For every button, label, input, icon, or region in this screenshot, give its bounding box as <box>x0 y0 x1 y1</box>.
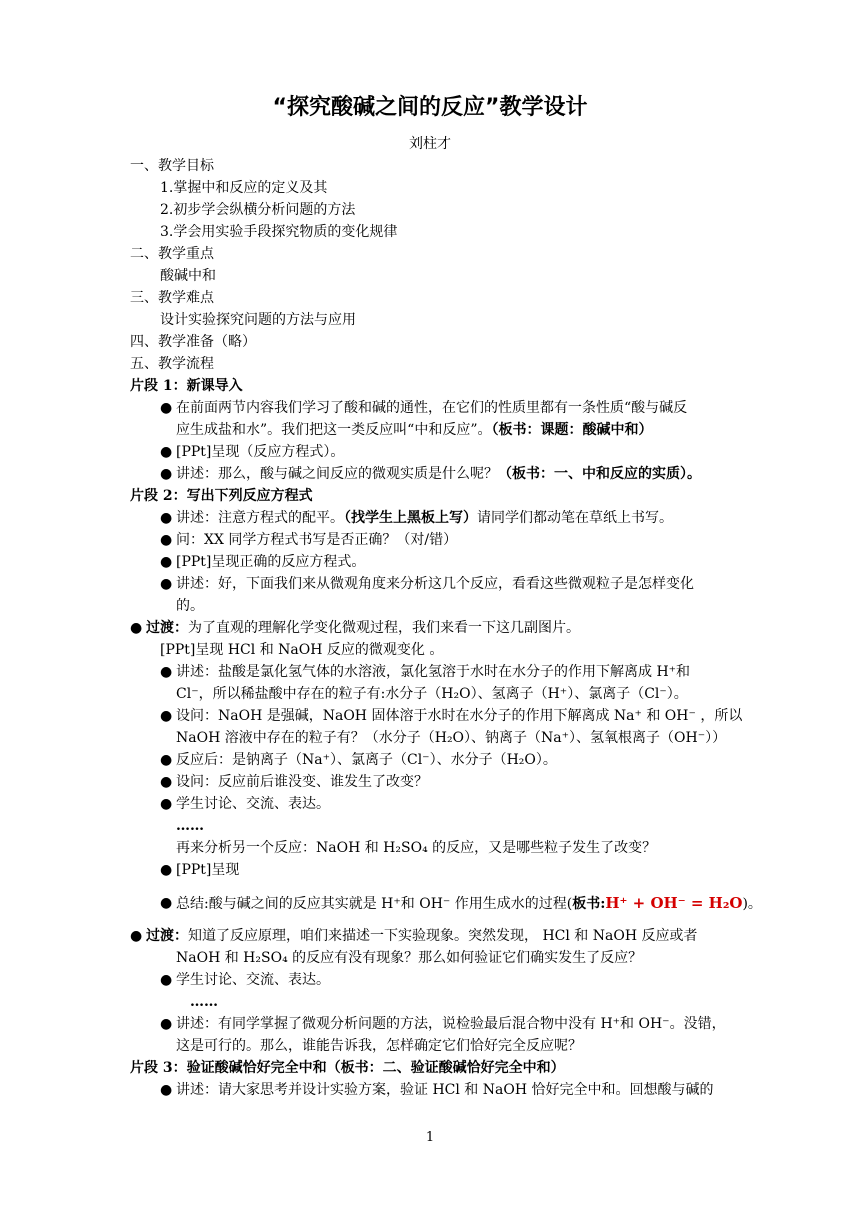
difficulty-text: 设计实验探究问题的方法与应用 <box>160 312 356 328</box>
section-heading-difficulty: 三、教学难点 <box>130 290 214 306</box>
page-number: 1 <box>425 1130 435 1145</box>
bullet-icon: ● <box>160 774 173 790</box>
author-name: 刘柱才 <box>409 136 451 152</box>
paragraph-text: 应生成盐和水”。我们把这一类反应叫“中和反应”。 <box>176 422 492 438</box>
bullet-icon: ● <box>160 895 173 911</box>
segment-1-heading: 片段 1：新课导入 <box>130 378 243 394</box>
bullet-icon: ● <box>160 972 173 988</box>
paragraph-line: [PPt]呈现（反应方程式）。 <box>176 444 345 460</box>
board-note: 板书: <box>572 896 606 912</box>
paragraph-text: 讲述：注意方程式的配平。 <box>176 510 344 526</box>
objective-item-1: 1.掌握中和反应的定义及其 <box>160 180 328 196</box>
transition-label: 过渡： <box>146 928 188 944</box>
paragraph-line: 再来分析另一个反应：NaOH 和 H₂SO₄ 的反应，又是哪些粒子发生了改变？ <box>176 840 657 856</box>
paragraph-line: 学生讨论、交流、表达。 <box>176 972 330 988</box>
paragraph-line: 的。 <box>176 598 204 614</box>
bullet-icon: ● <box>130 928 143 944</box>
bullet-icon: ● <box>160 576 173 592</box>
ellipsis: …… <box>190 994 218 1010</box>
bullet-icon: ● <box>160 1082 173 1098</box>
focus-text: 酸碱中和 <box>160 268 216 284</box>
section-heading-process: 五、教学流程 <box>130 356 214 372</box>
paragraph-line: Cl⁻，所以稀盐酸中存在的粒子有:水分子（H₂O）、氢离子（H⁺）、氯离子（Cl⁻）。 <box>176 686 688 702</box>
bullet-icon: ● <box>160 1016 173 1032</box>
board-note: （板书：一、中和反应的实质）。 <box>498 466 701 482</box>
paragraph-line <box>176 419 652 441</box>
transition-label: 过渡： <box>146 620 188 636</box>
equation: H⁺ + OH⁻ = H₂O <box>605 894 743 912</box>
paragraph-line: 这是可行的。那么，谁能告诉我，怎样确定它们恰好完全反应呢？ <box>176 1038 582 1054</box>
paragraph-text: )。 <box>742 896 762 912</box>
paragraph-line: 设问：NaOH 是强碱，NaOH 固体溶于水时在水分子的作用下解离成 Na⁺ 和 OH⁻ ，所以 <box>176 708 743 724</box>
paragraph-line: 讲述：盐酸是氯化氢气体的水溶液，氯化氢溶于水时在水分子的作用下解离成 H⁺和 <box>176 664 691 680</box>
paragraph-line: [PPt]呈现正确的反应方程式。 <box>176 554 366 570</box>
paragraph-line <box>176 507 673 529</box>
board-note: （找学生上黑板上写） <box>344 510 477 526</box>
paragraph-line: 学生讨论、交流、表达。 <box>176 796 330 812</box>
board-note: （板书：课题：酸碱中和） <box>491 422 653 438</box>
paragraph-line: [PPt]呈现 <box>176 862 240 878</box>
paragraph-line <box>176 892 762 915</box>
paragraph-line: 讲述：请大家思考并设计实验方案，验证 HCl 和 NaOH 恰好完全中和。回想酸与碱的 <box>176 1082 714 1098</box>
paragraph-line: 问：XX 同学方程式书写是否正确？（对/错） <box>176 532 458 548</box>
paragraph-line: 设问：反应前后谁没变、谁发生了改变？ <box>176 774 428 790</box>
section-heading-focus: 二、教学重点 <box>130 246 214 262</box>
paragraph-text: 为了直观的理解化学变化微观过程，我们来看一下这几副图片。 <box>188 620 580 636</box>
paragraph-line: 讲述：有同学掌握了微观分析问题的方法，说检验最后混合物中没有 H⁺和 OH⁻。没错， <box>176 1016 726 1032</box>
bullet-icon: ● <box>160 752 173 768</box>
paragraph-text: 请同学们都动笔在草纸上书写。 <box>477 510 673 526</box>
bullet-icon: ● <box>160 708 173 724</box>
bullet-icon: ● <box>160 664 173 680</box>
objective-item-2: 2.初步学会纵横分析问题的方法 <box>160 202 356 218</box>
paragraph-line <box>146 925 697 947</box>
bullet-icon: ● <box>160 862 173 878</box>
segment-2-heading: 片段 2：写出下列反应方程式 <box>130 488 313 504</box>
bullet-icon: ● <box>160 532 173 548</box>
paragraph-line: [PPt]呈现 HCl 和 NaOH 反应的微观变化 。 <box>160 642 444 658</box>
bullet-icon: ● <box>160 510 173 526</box>
bullet-icon: ● <box>160 554 173 570</box>
paragraph-text: 讲述：那么，酸与碱之间反应的微观实质是什么呢？ <box>176 466 498 482</box>
bullet-icon: ● <box>160 796 173 812</box>
paragraph-line: 讲述：好，下面我们来从微观角度来分析这几个反应，看看这些微观粒子是怎样变化 <box>176 576 694 592</box>
bullet-icon: ● <box>160 466 173 482</box>
paragraph-line <box>176 463 701 485</box>
paragraph-text: 总结:酸与碱之间的反应其实就是 H⁺和 OH⁻ 作用生成水的过程( <box>176 896 573 912</box>
bullet-icon: ● <box>160 444 173 460</box>
paragraph-line: 反应后：是钠离子（Na⁺）、氯离子（Cl⁻）、水分子（H₂O）。 <box>176 752 557 768</box>
ellipsis: …… <box>176 818 204 834</box>
paragraph-text: 知道了反应原理，咱们来描述一下实验现象。突然发现， HCl 和 NaOH 反应或者 <box>188 928 698 944</box>
section-heading-objectives: 一、教学目标 <box>130 158 214 174</box>
paragraph-line: 在前面两节内容我们学习了酸和碱的通性，在它们的性质里都有一条性质“酸与碱反 <box>176 400 688 416</box>
bullet-icon: ● <box>160 400 173 416</box>
paragraph-line: NaOH 和 H₂SO₄ 的反应有没有现象？那么如何验证它们确实发生了反应？ <box>176 950 643 966</box>
paragraph-line: NaOH 溶液中存在的粒子有？（水分子（H₂O）、钠离子（Na⁺）、氢氧根离子（OH⁻）） <box>176 730 727 746</box>
paragraph-line <box>146 617 580 639</box>
section-heading-preparation: 四、教学准备（略） <box>130 334 256 350</box>
segment-3-heading: 片段 3：验证酸碱恰好完全中和（板书：二、验证酸碱恰好完全中和） <box>130 1060 565 1076</box>
objective-item-3: 3.学会用实验手段探究物质的变化规律 <box>160 224 398 240</box>
bullet-icon: ● <box>130 620 143 636</box>
document-title: “探究酸碱之间的反应”教学设计 <box>272 95 588 120</box>
